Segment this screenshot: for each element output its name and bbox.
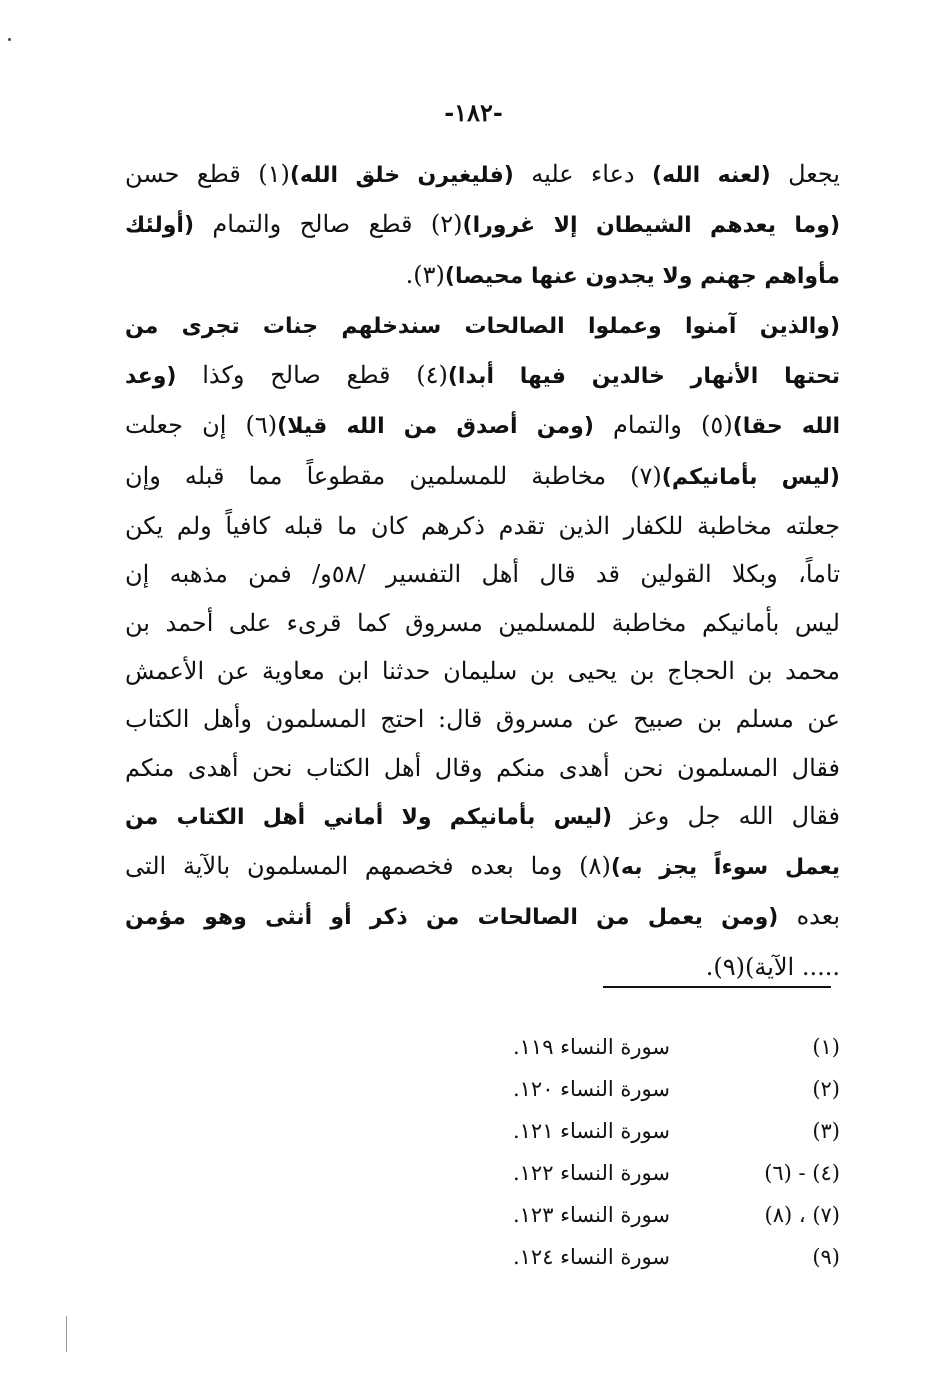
footnote-reference: سورة النساء ١٢٠. [512,1077,670,1101]
quran-quote: (أولئك [125,213,194,239]
body-text [125,150,840,991]
text-line [125,301,840,351]
footnote [480,1026,840,1068]
footnote-divider [603,986,831,988]
footnote-mark: (٢) [812,1077,840,1101]
text-line [125,792,840,842]
text-line [125,351,840,401]
footnote [480,1194,840,1236]
text-line [125,647,840,695]
quran-quote: الله حقا) [732,414,840,440]
text-run: دعاء عليه [513,160,653,188]
text-line [125,744,840,792]
footnotes [480,1026,840,1278]
text-run: (١) قطع حسن [125,160,290,188]
quran-quote: (ومن يعمل من الصالحات من ذكر أو أنثى وهو مؤمن [125,905,779,931]
footnote-reference: سورة النساء ١٢٢. [512,1161,670,1185]
quran-quote: تحتها الأنهار خالدين فيها أبدا) [447,364,840,390]
text-run: (٣). [405,260,445,289]
text-run: بعده [778,902,841,931]
text-line [125,502,840,550]
text-run: تاماً، وبكلا القولين قد قال أهل التفسير /٥٨و/ فمن مذهبه إن [125,560,840,589]
text-run: (٤) قطع صالح وكذا [176,361,448,390]
text-line [125,401,840,451]
text-run: محمد بن الحجاج بن يحيى بن سليمان حدثنا ابن معاوية عن الأعمش [125,656,840,685]
scan-speck [8,38,11,41]
text-run: فقال الله جل وعز [612,801,840,830]
text-line [125,452,840,502]
quran-quote: (ليس بأمانيكم) [661,464,840,490]
text-line [125,200,840,250]
quran-quote: مأواهم جهنم ولا يجدون عنها محيصا) [444,263,840,289]
text-line [125,842,840,892]
footnote-reference: سورة النساء ١٢١. [512,1119,670,1143]
text-run: ..... الآية)(٩). [705,952,840,981]
footnote [480,1236,840,1278]
quran-quote: يعمل سوءاً يجز به) [610,855,841,881]
footnote-mark: (٧) ، (٨) [764,1203,840,1227]
quran-quote: (فليغيرن خلق الله) [289,163,514,188]
text-line [125,550,840,598]
page-number: -١٨٢- [444,98,503,127]
footnote [480,1110,840,1152]
quran-quote: (والذين آمنوا وعملوا الصالحات سندخلهم جنات تجرى من [125,313,840,339]
footnote-mark: (٤) - (٦) [764,1161,840,1185]
text-run: جعلته مخاطبة للكفار الذين تقدم ذكرهم كان ما قبله كافياً ولم يكن [125,512,840,541]
text-line [125,943,840,991]
text-line [125,892,840,942]
quran-quote: (وما يعدهم الشيطان إلا غرورا) [462,213,840,239]
footnote-mark: (٣) [812,1119,840,1143]
quran-quote: (ومن أصدق من الله قيلا) [277,414,594,440]
text-run: فقال المسلمون نحن أهدى منكم وقال أهل الكتاب نحن أهدى منكم [125,753,840,782]
text-line [125,695,840,743]
text-line [125,251,840,301]
text-run: (٨) وما بعده فخصمهم المسلمون بالآية التى [125,852,611,881]
footnote-mark: (١) [812,1035,840,1059]
text-run: (٢) قطع صالح والتمام [194,210,463,239]
footnote [480,1068,840,1110]
quran-quote: (لعنه الله) [652,163,771,188]
footnote-mark: (٩) [812,1245,840,1269]
text-run: عن مسلم بن صبيح عن مسروق قال: احتج المسلمون وأهل الكتاب [125,705,840,734]
text-line [125,150,840,200]
text-run: (٦) إن جعلت [125,411,278,440]
quran-quote: (وعد [125,364,177,390]
footnote-reference: سورة النساء ١٢٣. [512,1203,670,1227]
text-run: يجعل [770,160,840,188]
text-run: (٥) والتمام [593,411,733,440]
footnote-reference: سورة النساء ١٢٤. [512,1245,670,1269]
footnote [480,1152,840,1194]
text-run: (٧) مخاطبة للمسلمين مقطوعاً مما قبله وإن [125,461,662,490]
footnote-reference: سورة النساء ١١٩. [512,1035,670,1059]
scan-artifact-line [66,1316,67,1352]
text-line [125,599,840,647]
text-run: ليس بأمانيكم مخاطبة للمسلمين مسروق كما قرىء على أحمد بن [125,608,840,637]
quran-quote: (ليس بأمانيكم ولا أماني أهل الكتاب من [125,804,613,830]
